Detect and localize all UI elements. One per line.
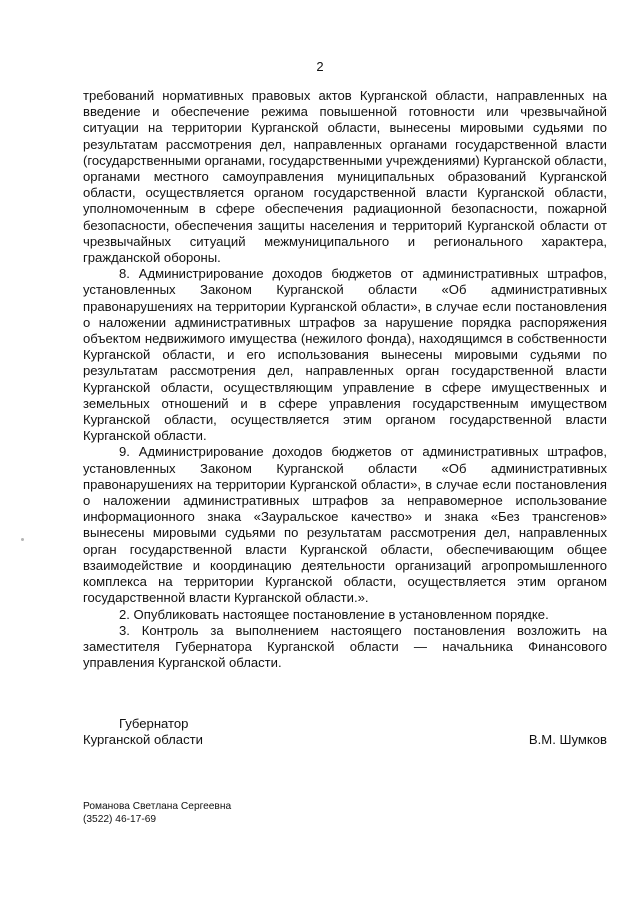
scan-artifact: [21, 538, 24, 541]
paragraph-item-control: 3. Контроль за выполнением настоящего постановления возложить на заместителя Губернатора Курганской области — начальника Финансового управления Курганской области.: [83, 622, 607, 671]
paragraph-item-8: 8. Администрирование доходов бюджетов от административных штрафов, установленных Законом Курганской области «Об административных правонарушениях на территории Курганской области», в случае если постановления о наложении административных штрафов за нарушение порядка распоряжения объектом недвижимого имущества (нежилого фонда), находящимся в собственности Курганской области, и его использования вынесены мировыми судьями по результатам рассмотрения дел, направленных орган государственной власти Курганской области, осуществляющим управление в сфере имущественных и земельных отношений и в сфере управления государственным имуществом Курганской области, осуществляется этим органом государственной власти Курганской области.: [83, 266, 607, 444]
executor-name: Романова Светлана Сергеевна: [83, 801, 232, 812]
paragraph-item-publish: 2. Опубликовать настоящее постановление в установленном порядке.: [119, 606, 549, 622]
paragraph-continuation: требований нормативных правовых актов Курганской области, направленных на введение и обеспечение режима повышенной готовности или чрезвычайной ситуации на территории Курганской области, вынесены мировыми судьями по результатам рассмотрения дел, направленных органами государственной власти (государственными органами, государственными учреждениями) Курганской области, органами местного самоуправления муниципальных образований Курганской области, осуществляется органом государственной власти Курганской области, уполномоченным в сфере обеспечения радиационной безопасности, пожарной безопасности, обеспечения защиты населения и территорий Курганской области от чрезвычайных ситуаций межмуниципального и регионального характера, гражданской обороны.: [83, 88, 607, 266]
page-number: 2: [316, 59, 324, 74]
document-body: [83, 88, 607, 671]
signatory-title-line2: Курганской области: [83, 732, 203, 747]
signatory-title-line1: Губернатор: [119, 716, 189, 731]
signatory-name: В.М. Шумков: [528, 732, 607, 747]
paragraph-item-9: 9. Администрирование доходов бюджетов от административных штрафов, установленных Законом Курганской области «Об административных правонарушениях на территории Курганской области», в случае если постановления о наложении административных штрафов за неправомерное использование информационного знака «Зауральское качество» и знака «Без трансгенов» вынесены мировыми судьями по результатам рассмотрения дел, направленных орган государственной власти Курганской области, обеспечивающим общее взаимодействие и координацию деятельности организаций агропромышленного комплекса на территории Курганской области, осуществляется этим органом государственной власти Курганской области.».: [83, 444, 607, 606]
executor-phone: (3522) 46-17-69: [83, 814, 157, 825]
